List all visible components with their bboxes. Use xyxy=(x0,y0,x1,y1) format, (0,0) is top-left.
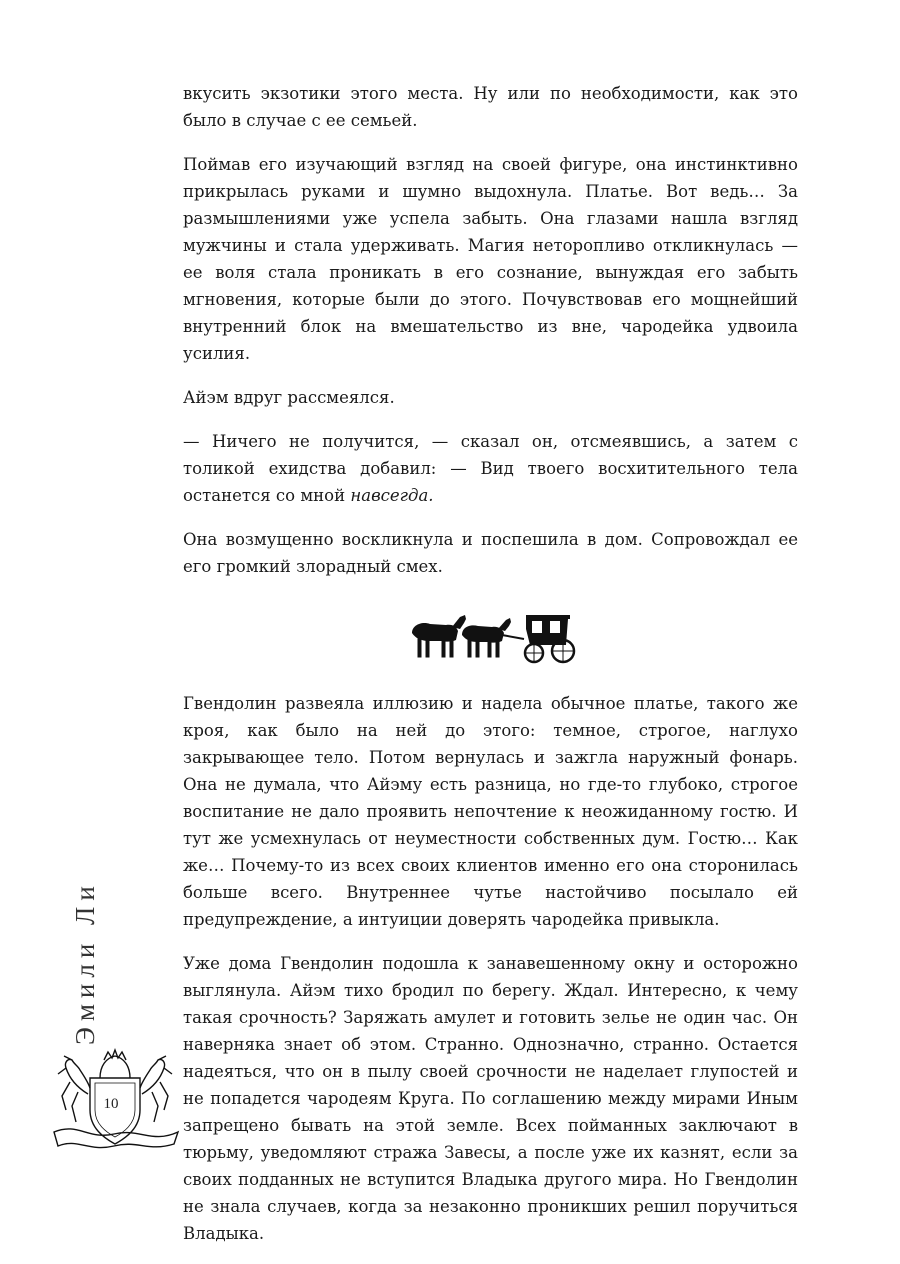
paragraph: Уже дома Гвендолин подошла к занавешенному окну и осторожно выглянула. Айэм тихо бродил по берегу. Ждал. Интересно, к чему такая срочность? Заряжать амулет и готовить зелье не один час. Он наверняка знает об этом. Странно. Однозначно, странно. Остается надеяться, что он в пылу своей срочности не наделает глупостей и не попадется чародеям Круга. По соглашению между мирами Иным запрещено бывать на этой земле. Всех пойманных заключают в тюрьму, уведомляют стража Завесы, а после уже их казнят, если за своих подданных не вступится Владыка другого мира. Но Гвендолин не знала случаев, когда за незаконно проникших решил поручиться Владыка. xyxy=(183,954,798,1243)
paragraph: Гвендолин развеяла иллюзию и надела обычное платье, такого же кроя, как было на ней до этого: темное, строгое, наглухо закрывающее тело. Потом вернулась и зажгла наружный фонарь. Она не думала, что Айэму есть разница, но где-то глубоко, строгое воспитание не дало проявить непочтение к неожиданному гостю. И тут же усмехнулась от неуместности собственных дум. Гостю… Как же… Почему-то из всех своих клиентов именно его она сторонилась больше всего. Внутреннее чутье настойчиво посылало ей предупреждение, а интуиции доверять чародейка привыкла. xyxy=(183,694,798,929)
paragraph: Она возмущенно воскликнула и поспешила в дом. Сопровождал ее его громкий злорадный смех. xyxy=(183,530,798,576)
page-body xyxy=(183,80,798,1264)
paragraph: Айэм вдруг рассмеялся. xyxy=(183,388,395,407)
horse-carriage-icon xyxy=(406,609,576,665)
scene-break-vignette xyxy=(183,608,798,666)
running-head-author: Эмили Ли xyxy=(70,880,100,1045)
paragraph: вкусить экзотики этого места. Ну или по необходимости, как это было в случае с ее семьей. xyxy=(183,84,798,130)
paragraph: Поймав его изучающий взгляд на своей фигуре, она инстинктивно прикрылась руками и шумно выдохнула. Платье. Вот ведь… За размышлениями уже успела забыть. Она глазами нашла взгляд мужчины и стала удерживать. Магия неторопливо откликнулась — ее воля стала проникать в его сознание, вынуждая его забыть мгновения, которые были до этого. Почувствовав его мощнейший внутренний блок на вмешательство из вне, чародейка удвоила усилия. xyxy=(183,155,798,363)
emphasis-text: навсегда. xyxy=(350,486,434,505)
dialogue-paragraph xyxy=(183,428,798,509)
page-number: 10 xyxy=(103,1096,119,1112)
paragraph-text: — Ничего не получится, — сказал он, отсмеявшись, а затем с толикой ехидства добавил: — Вид твоего восхитительного тела останется со мной xyxy=(183,432,798,505)
